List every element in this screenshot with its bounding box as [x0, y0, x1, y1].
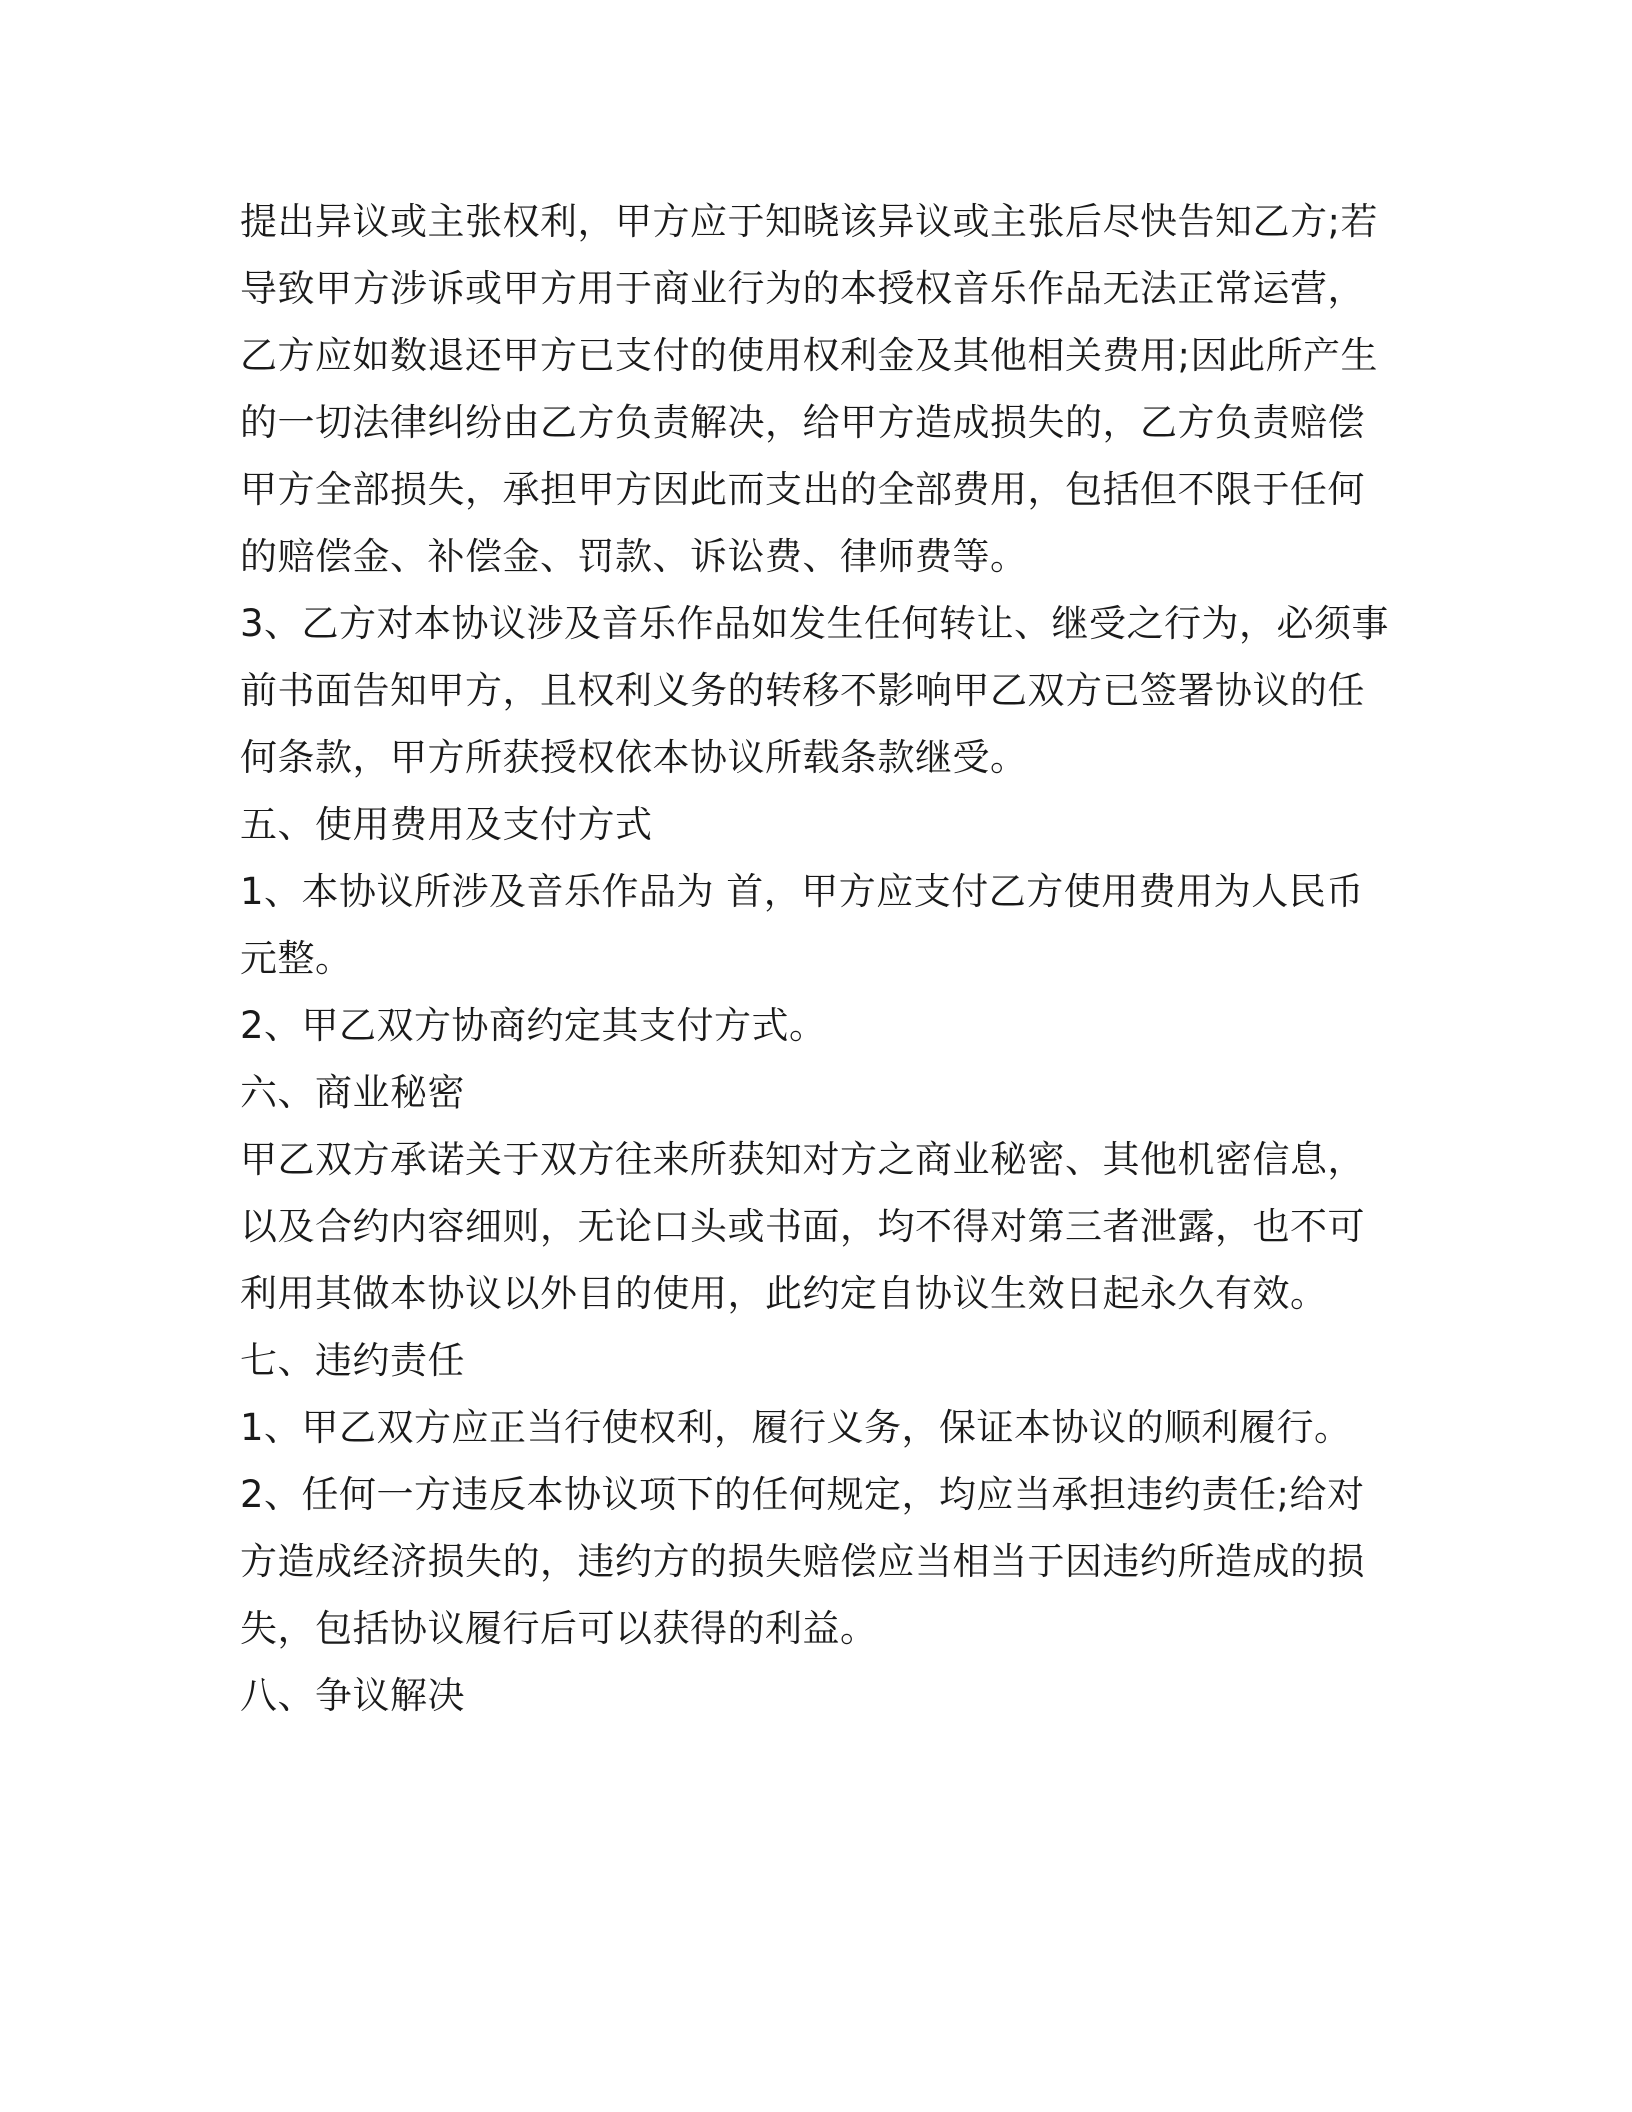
- clause-3-line: 何条款，甲方所获授权依本协议所载条款继受。: [240, 736, 1028, 779]
- clause-7-1-line: 1、甲乙双方应正当行使权利，履行义务，保证本协议的顺利履行。: [240, 1406, 1352, 1449]
- clause-7-2-line: 失，包括协议履行后可以获得的利益。: [240, 1607, 878, 1650]
- body-text-line: 乙方应如数退还甲方已支付的使用权利金及其他相关费用;因此所产生: [240, 334, 1378, 377]
- body-text-line: 提出异议或主张权利，甲方应于知晓该异议或主张后尽快告知乙方;若: [240, 200, 1378, 243]
- clause-7-2-line: 2、任何一方违反本协议项下的任何规定，均应当承担违约责任;给对: [240, 1473, 1365, 1516]
- document-body: [240, 188, 1400, 1729]
- body-text-line: 甲方全部损失，承担甲方因此而支出的全部费用，包括但不限于任何: [240, 468, 1365, 511]
- confidentiality-line: 甲乙双方承诺关于双方往来所获知对方之商业秘密、其他机密信息，: [240, 1138, 1365, 1181]
- section-heading-5: 五、使用费用及支付方式: [240, 803, 653, 846]
- clause-3-line: 3、乙方对本协议涉及音乐作品如发生任何转让、继受之行为，必须事: [240, 602, 1390, 645]
- clause-5-1-line: 元整。: [240, 937, 353, 980]
- section-heading-7: 七、违约责任: [240, 1339, 465, 1382]
- clause-5-1-line: 1、本协议所涉及音乐作品为 首，甲方应支付乙方使用费用为人民币: [240, 870, 1364, 913]
- section-heading-6: 六、商业秘密: [240, 1071, 465, 1114]
- clause-5-2-line: 2、甲乙双方协商约定其支付方式。: [240, 1004, 827, 1047]
- body-text-line: 的赔偿金、补偿金、罚款、诉讼费、律师费等。: [240, 535, 1028, 578]
- confidentiality-line: 以及合约内容细则，无论口头或书面，均不得对第三者泄露，也不可: [240, 1205, 1365, 1248]
- body-text-line: 导致甲方涉诉或甲方用于商业行为的本授权音乐作品无法正常运营，: [240, 267, 1365, 310]
- clause-7-2-line: 方造成经济损失的，违约方的损失赔偿应当相当于因违约所造成的损: [240, 1540, 1365, 1583]
- section-heading-8: 八、争议解决: [240, 1674, 465, 1717]
- confidentiality-line: 利用其做本协议以外目的使用，此约定自协议生效日起永久有效。: [240, 1272, 1328, 1315]
- body-text-line: 的一切法律纠纷由乙方负责解决，给甲方造成损失的，乙方负责赔偿: [240, 401, 1365, 444]
- clause-3-line: 前书面告知甲方，且权利义务的转移不影响甲乙双方已签署协议的任: [240, 669, 1365, 712]
